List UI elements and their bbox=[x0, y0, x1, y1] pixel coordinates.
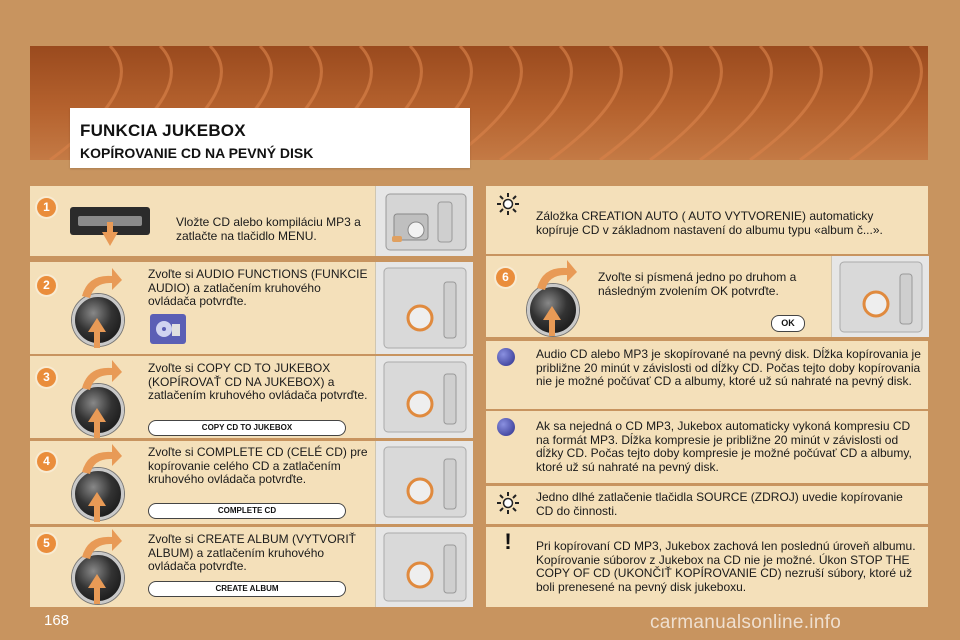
console-image-3 bbox=[375, 356, 473, 438]
step-5-badge: 5 bbox=[37, 534, 56, 553]
create-album-button[interactable]: CREATE ALBUM bbox=[148, 581, 346, 597]
rotate-arrow-icon bbox=[78, 442, 122, 476]
audio-functions-icon bbox=[150, 314, 186, 344]
info-dot-icon bbox=[497, 418, 515, 436]
tip-creation-auto-text: Záložka CREATION AUTO ( AUTO VYTVORENIE) automaticky kopíruje CD v základnom nastavení do albumu typu «album č...». bbox=[536, 209, 883, 237]
console-image-2 bbox=[375, 262, 473, 354]
sun-icon bbox=[496, 491, 520, 515]
press-arrow-icon bbox=[88, 492, 106, 522]
press-arrow-icon bbox=[88, 574, 106, 604]
rotate-arrow-icon bbox=[78, 358, 122, 392]
rotate-arrow-icon bbox=[78, 266, 122, 300]
press-arrow-icon bbox=[88, 318, 106, 348]
info-compression-text: Ak sa nejedná o CD MP3, Jukebox automaticky vykoná kompresiu CD na formát MP3. Dĺžka kompresie je približne 20 minút v závislosti od dĺžky CD. Počas tejto doby kompresie je možné počúvať CD a albumy, ktoré už sú nahraté na pevný disk. bbox=[536, 419, 912, 474]
step-6-badge: 6 bbox=[496, 268, 515, 287]
page-title: FUNKCIA JUKEBOX bbox=[80, 121, 246, 140]
page-subtitle: KOPÍROVANIE CD NA PEVNÝ DISK bbox=[80, 145, 314, 161]
press-arrow-icon bbox=[88, 408, 106, 438]
complete-cd-button[interactable]: COMPLETE CD bbox=[148, 503, 346, 519]
step-6-text: Zvoľte si písmená jedno po druhom a následným zvolením OK potvrďte. bbox=[598, 270, 797, 298]
step-3-text: Zvoľte si COPY CD TO JUKEBOX (KOPÍROVAŤ CD NA JUKEBOX) a zatlačením kruhového ovládača potvrďte. bbox=[148, 361, 368, 402]
step-2-badge: 2 bbox=[37, 276, 56, 295]
console-image-6 bbox=[831, 256, 929, 337]
rotate-arrow-icon bbox=[533, 258, 577, 292]
step-1-text: Vložte CD alebo kompiláciu MP3 a zatlačte na tlačidlo MENU. bbox=[176, 215, 361, 243]
insert-arrow-icon bbox=[100, 222, 120, 246]
ok-button[interactable]: OK bbox=[771, 315, 805, 332]
step-1-badge: 1 bbox=[37, 198, 56, 217]
info-dot-icon bbox=[497, 348, 515, 366]
sun-icon bbox=[496, 192, 520, 216]
watermark: carmanualsonline.info bbox=[650, 612, 842, 633]
info-copy-duration-text: Audio CD alebo MP3 je skopírované na pevný disk. Dĺžka kopírovania je približne 20 minút v závislosti od dĺžky CD. Počas tejto doby kopírovania nie je možné počúvať CD a albumy, ktoré už sú nahraté na pevný disk. bbox=[536, 347, 921, 388]
press-arrow-icon bbox=[543, 306, 561, 336]
console-image-4 bbox=[375, 441, 473, 524]
copy-cd-to-jukebox-button[interactable]: COPY CD TO JUKEBOX bbox=[148, 420, 346, 436]
step-2-text: Zvoľte si AUDIO FUNCTIONS (FUNKCIE AUDIO) a zatlačením kruhového ovládača potvrďte. bbox=[148, 267, 368, 308]
step-4-text: Zvoľte si COMPLETE CD (CELÉ CD) pre kopírovanie celého CD a zatlačením kruhového ovládača potvrďte. bbox=[148, 445, 368, 486]
step-4-badge: 4 bbox=[37, 452, 56, 471]
step-5-text: Zvoľte si CREATE ALBUM (VYTVORIŤ ALBUM) a zatlačením kruhového ovládača potvrďte. bbox=[148, 532, 356, 573]
console-image-5 bbox=[375, 527, 473, 607]
tip-source-text: Jedno dlhé zatlačenie tlačidla SOURCE (ZDROJ) uvedie kopírovanie CD do činnosti. bbox=[536, 490, 903, 518]
warning-icon: ! bbox=[504, 529, 512, 554]
warning-text: Pri kopírovaní CD MP3, Jukebox zachová len poslednú úroveň albumu. Kopírovanie súborov z Jukebox na CD nie je možné. Úkon STOP THE COPY OF CD (UKONČIŤ KOPÍROVANIE CD) nezruší súbory, ktoré už boli prenesené na pevný disk jukeboxu. bbox=[536, 539, 916, 594]
rotate-arrow-icon bbox=[78, 527, 122, 561]
console-image-1 bbox=[375, 186, 473, 256]
page-number: 168 bbox=[44, 612, 70, 629]
step-3-badge: 3 bbox=[37, 368, 56, 387]
